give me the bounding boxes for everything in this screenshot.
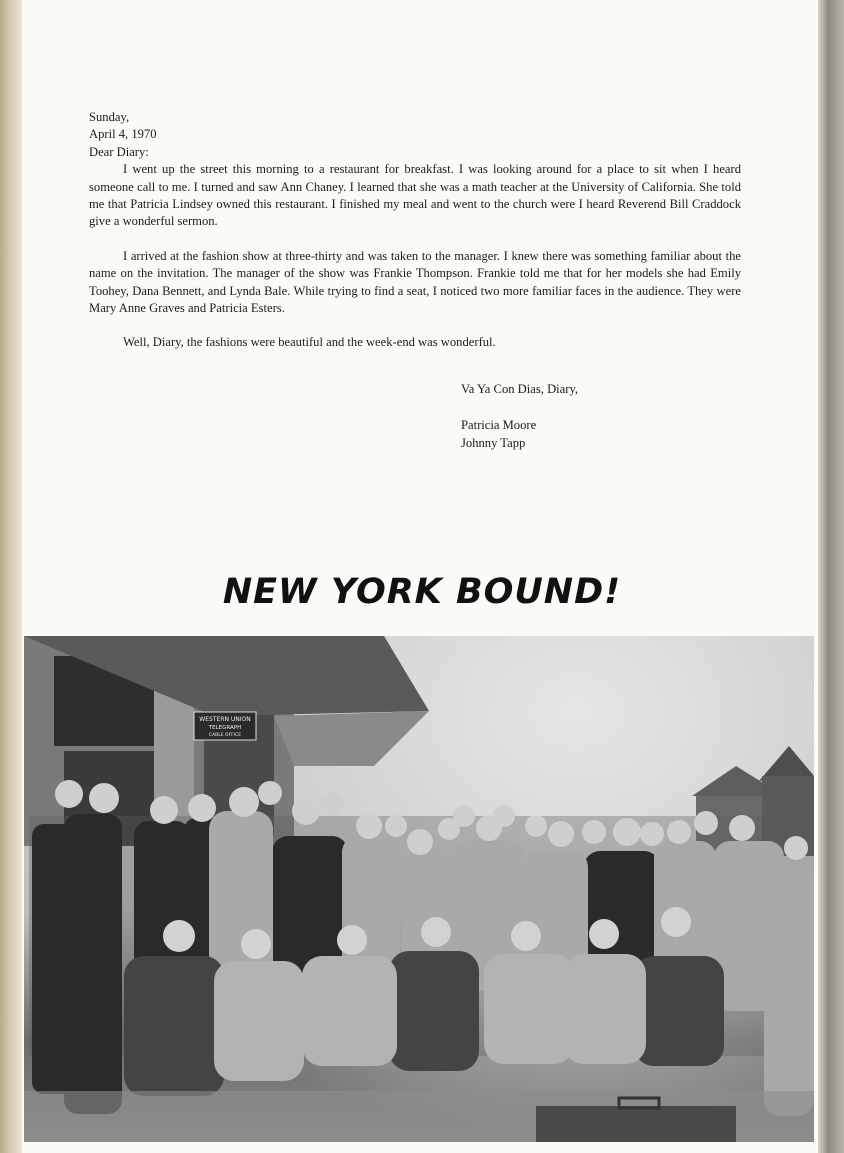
diary-letter	[89, 109, 741, 352]
crowd	[29, 780, 814, 1116]
letter-closing-block	[461, 381, 578, 452]
sign-line-3: CABLE OFFICE	[208, 733, 242, 738]
letter-paragraph-2: I arrived at the fashion show at three-thirty and was taken to the manager. I knew there was something familiar about the name on the invitation. The manager of the show was Frankie Thompson. Frankie told me that for her models she had Emily Toohey, Dana Bennett, and Lynda Bale. While trying to find a seat, I noticed two more familiar faces in the audience. They were Mary Anne Graves and Patricia Esters.	[89, 248, 741, 316]
suitcase	[536, 1106, 736, 1142]
headline: NEW YORK BOUND!	[222, 572, 622, 612]
signature-2: Johnny Tapp	[461, 435, 526, 450]
letter-day: Sunday,	[89, 110, 130, 124]
letter-closing: Va Ya Con Dias, Diary,	[461, 382, 579, 396]
distant-roof-2	[759, 746, 814, 781]
signature-1: Patricia Moore	[461, 418, 537, 433]
letter-paragraph-1: I went up the street this morning to a restaurant for breakfast. I was looking around for a place to sit when I heard someone call to me. I turned and saw Ann Chaney. I learned that she was a math teacher at the University of California. She told me that Patricia Lindsey owned this restaurant. I finished my meal and went to the church were I heard Reverend Bill Craddock give a wonderful sermon.	[89, 162, 741, 229]
sign-line-1: WESTERN UNION	[199, 716, 251, 723]
letter-date: April 4, 1970	[89, 127, 157, 142]
group-photo	[24, 636, 814, 1142]
letter-paragraph-3: Well, Diary, the fashions were beautiful and the week-end was wonderful.	[123, 335, 496, 350]
group-photo-drawing	[24, 636, 814, 1142]
sign-line-2: TELEGRAPH	[208, 725, 242, 731]
letter-salutation: Dear Diary:	[89, 144, 149, 159]
roof-underside	[274, 711, 429, 766]
